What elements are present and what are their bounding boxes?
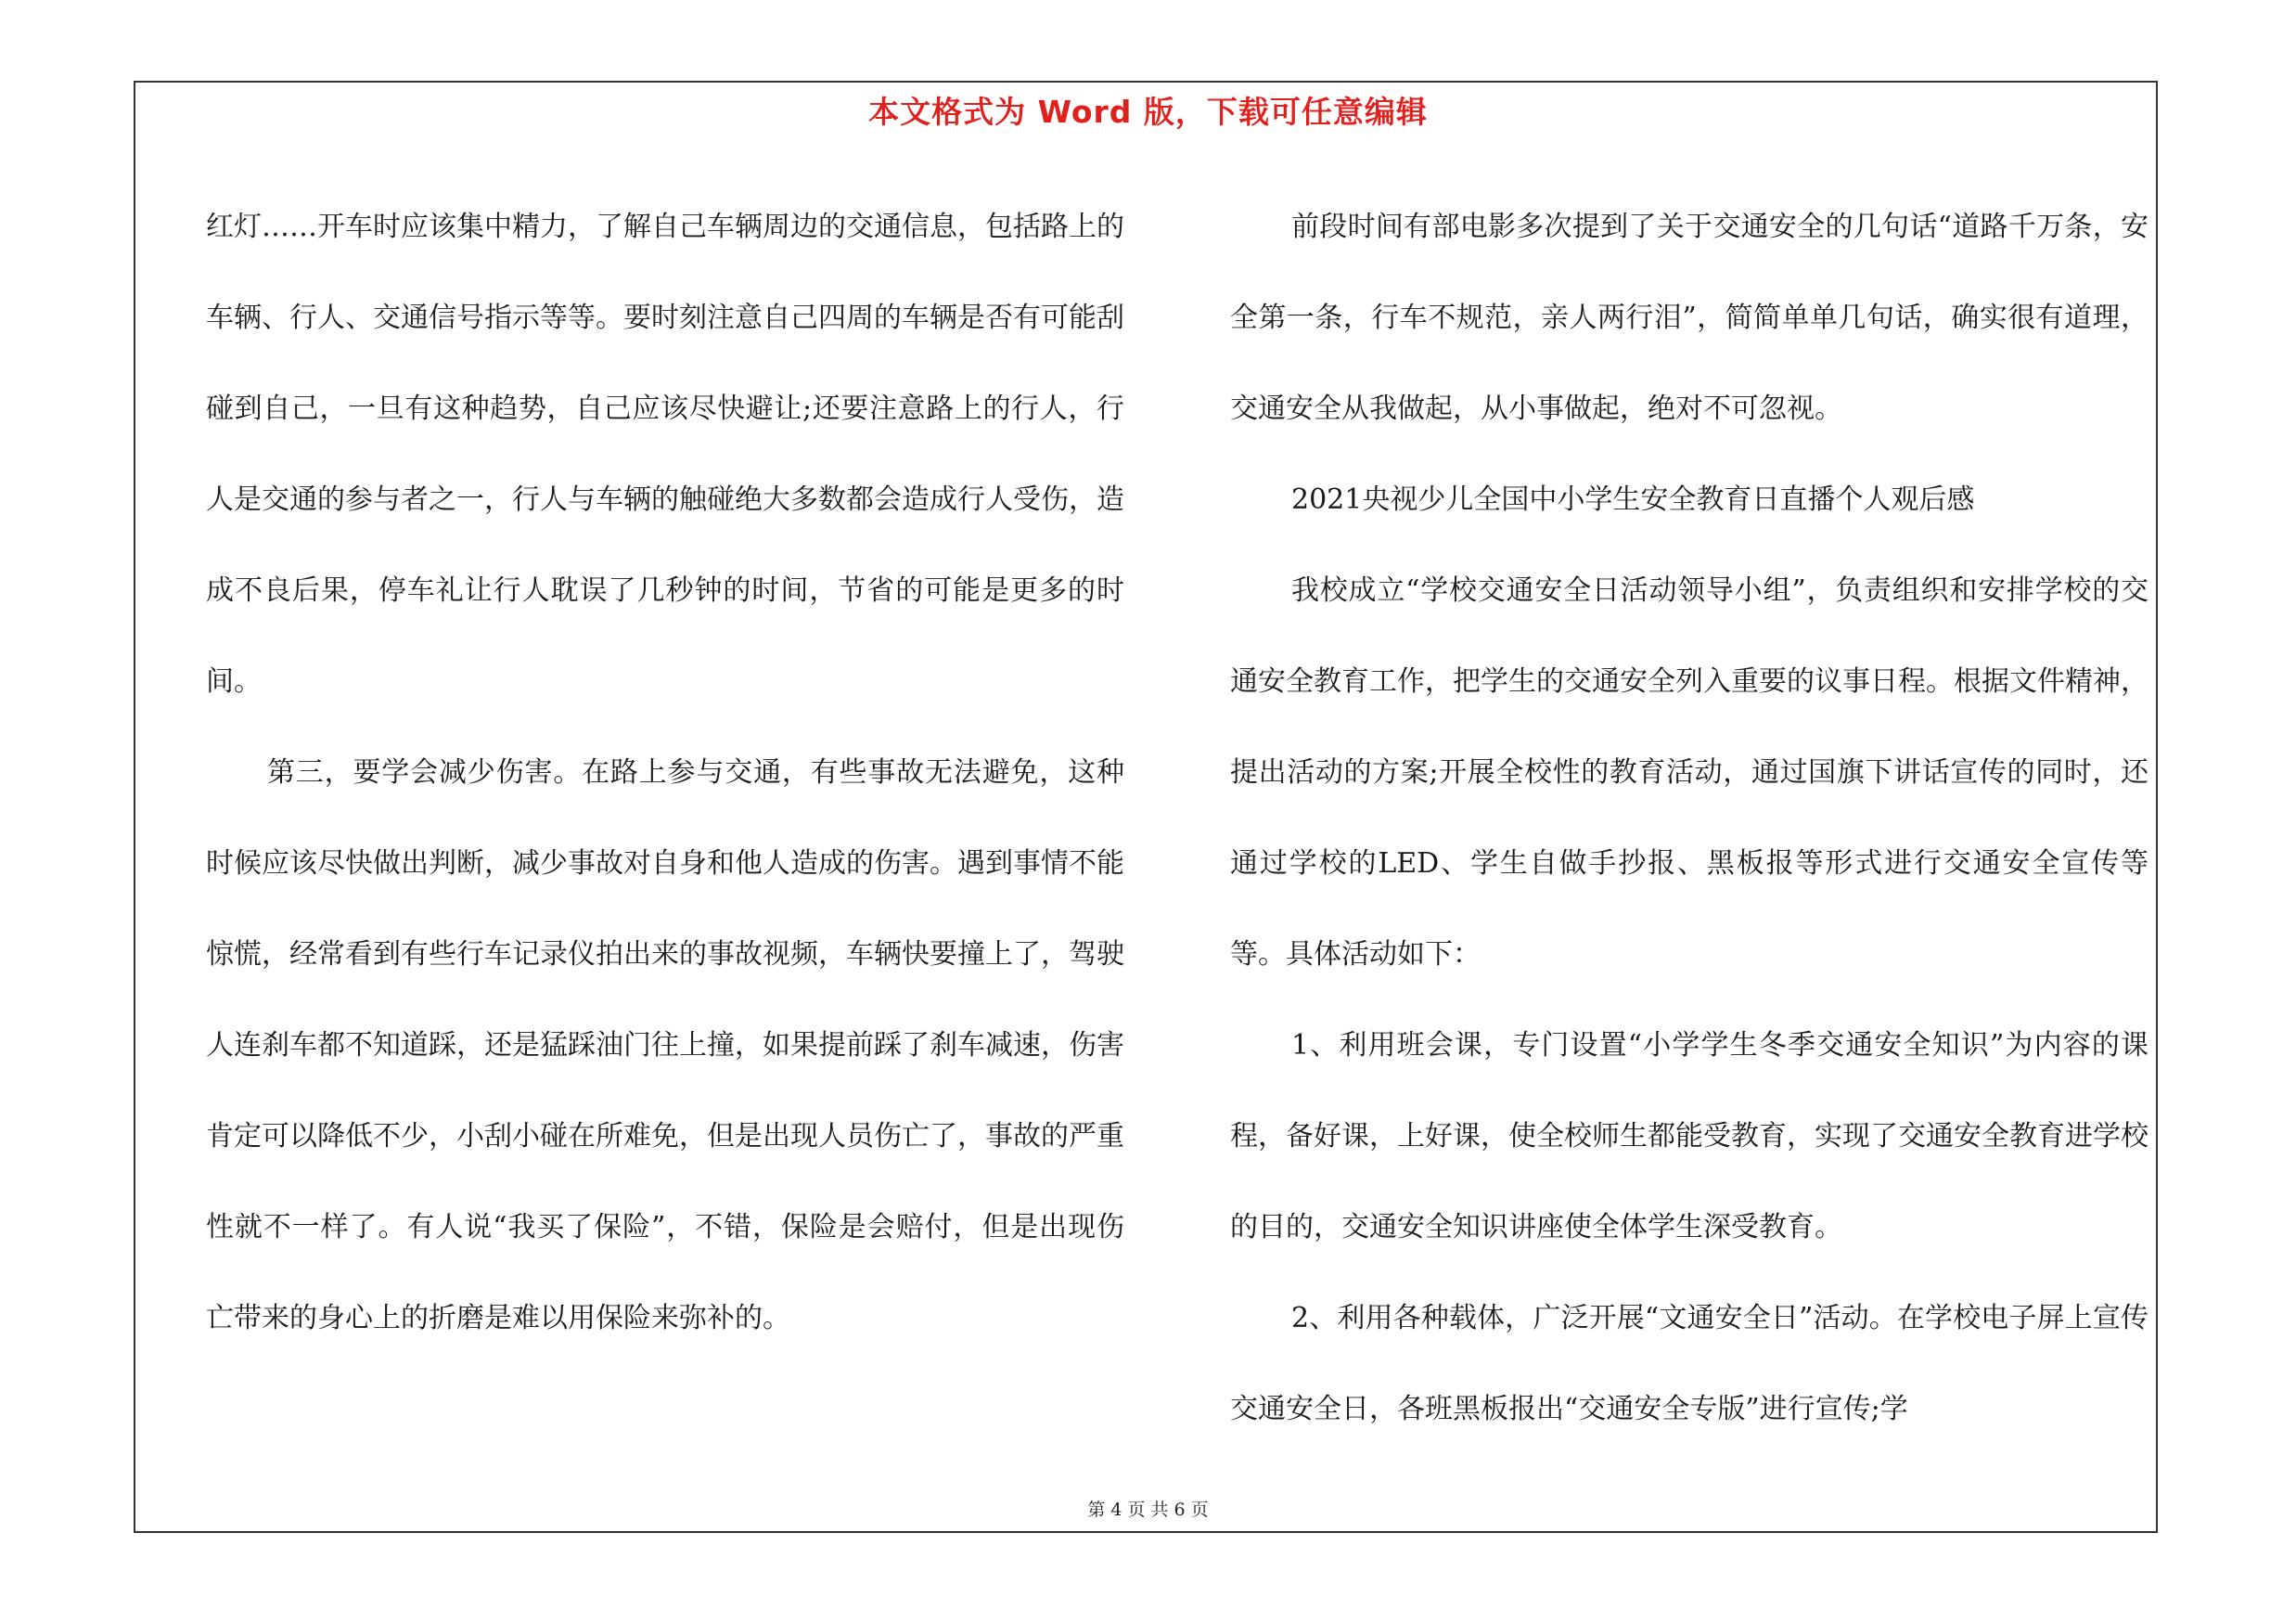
header-banner: 本文格式为 Word 版，下载可任意编辑 — [868, 94, 1428, 130]
page-number: 第 4 页 共 6 页 — [1087, 1500, 1209, 1520]
right-column — [1230, 182, 2148, 1455]
paragraph: 2、利用各种载体，广泛开展“文通安全日”活动。在学校电子屏上宣传交通安全日，各班黑板报出“交通安全专版”进行宣传;学 — [1230, 1302, 2148, 1425]
left-column — [206, 182, 1124, 1364]
paragraph: 前段时间有部电影多次提到了关于交通安全的几句话“道路千万条，安全第一条，行车不规范，亲人两行泪”，简简单单几句话，确实很有道理，交通安全从我做起，从小事做起，绝对不可忽视。 — [1230, 211, 2148, 425]
paragraph: 我校成立“学校交通安全日活动领导小组”，负责组织和安排学校的交通安全教育工作，把学生的交通安全列入重要的议事日程。根据文件精神，提出活动的方案;开展全校性的教育活动，通过国旗下讲话宣传的同时，还通过学校的LED、学生自做手抄报、黑板报等形式进行交通安全宣传等等。具体活动如下： — [1230, 574, 2148, 971]
paragraph: 红灯……开车时应该集中精力，了解自己车辆周边的交通信息，包括路上的车辆、行人、交通信号指示等等。要时刻注意自己四周的车辆是否有可能刮碰到自己，一旦有这种趋势，自己应该尽快避让;还要注意路上的行人，行人是交通的参与者之一，行人与车辆的触碰绝大多数都会造成行人受伤，造成不良后果，停车礼让行人耽误了几秒钟的时间，节省的可能是更多的时间。 — [206, 211, 1124, 698]
section-heading: 2021央视少儿全国中小学生安全教育日直播个人观后感 — [1291, 483, 1975, 516]
paragraph: 1、利用班会课，专门设置“小学学生冬季交通安全知识”为内容的课程，备好课，上好课，使全校师生都能受教育，实现了交通安全教育进学校的目的，交通安全知识讲座使全体学生深受教育。 — [1230, 1029, 2148, 1243]
paragraph: 第三，要学会减少伤害。在路上参与交通，有些事故无法避免，这种时候应该尽快做出判断，减少事故对自身和他人造成的伤害。遇到事情不能惊慌，经常看到有些行车记录仪拍出来的事故视频，车辆快要撞上了，驾驶人连刹车都不知道踩，还是猛踩油门往上撞，如果提前踩了刹车减速，伤害肯定可以降低不少，小刮小碰在所难免，但是出现人员伤亡了，事故的严重性就不一样了。有人说“我买了保险”，不错，保险是会赔付，但是出现伤亡带来的身心上的折磨是难以用保险来弥补的。 — [206, 756, 1124, 1334]
